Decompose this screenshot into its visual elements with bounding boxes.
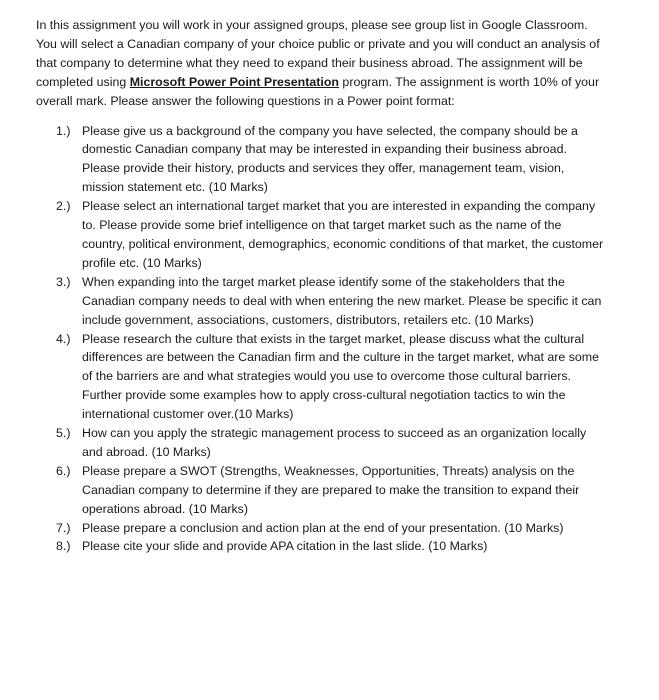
intro-paragraph [36, 16, 604, 111]
question-item [56, 519, 604, 538]
question-text: Please prepare a SWOT (Strengths, Weaknesses, Opportunities, Threats) analysis on the Canadian company to determine if they are prepared to make the transition to expand their operations abroad. (10 Marks) [82, 463, 580, 516]
question-item [56, 197, 604, 273]
question-text: Please give us a background of the company you have selected, the company should be a domestic Canadian company that may be interested in expanding their business abroad. Please provide their history, products and services they offer, management team, vision, mission statement etc. (10 Marks) [82, 123, 578, 195]
question-item [56, 537, 604, 556]
question-item [56, 273, 604, 330]
question-number: 4.) [56, 331, 71, 346]
question-text: Please prepare a conclusion and action plan at the end of your presentation. (10 Marks) [82, 520, 564, 535]
question-number: 8.) [56, 539, 71, 554]
intro-text-after: program. The assignment is worth 10% of your overall mark. Please answer the following questions in a Power point format: [36, 74, 600, 108]
question-text: When expanding into the target market please identify some of the stakeholders that the Canadian company needs to deal with when entering the new market. Please be specific it can include government, associations, customers, distributors, retailers etc. (10 Marks) [82, 274, 602, 327]
question-number: 1.) [56, 123, 71, 138]
question-number: 6.) [56, 463, 71, 478]
intro-text-before: In this assignment you will work in your assigned groups, please see group list in Google Classroom. You will select a Canadian company of your choice public or private and you will conduct an analysis of that company to determine what they need to expand their business abroad. The assignment will be completed using [36, 18, 600, 89]
question-list [36, 122, 604, 557]
question-number: 2.) [56, 199, 71, 214]
assignment-document [36, 16, 604, 556]
question-number: 5.) [56, 426, 71, 441]
microsoft-power-point-emphasis: Microsoft Power Point Presentation [129, 74, 339, 89]
question-item [56, 122, 604, 198]
question-number: 7.) [56, 520, 71, 535]
question-text: How can you apply the strategic management process to succeed as an organization locally and abroad. (10 Marks) [82, 426, 587, 459]
question-number: 3.) [56, 274, 71, 289]
question-text: Please cite your slide and provide APA citation in the last slide. (10 Marks) [82, 539, 488, 554]
question-text: Please select an international target market that you are interested in expanding the company to. Please provide some brief intelligence on that target market such as the name of the country, political environment, demographics, economic conditions of that market, the customer profile etc. (10 Marks) [82, 199, 604, 270]
question-item [56, 462, 604, 519]
question-text: Please research the culture that exists in the target market, please discuss what the cultural differences are between the Canadian firm and the culture in the target market, what are some of the barriers are and what strategies would you use to overcome those cultural barriers. Further provide some examples how to apply cross-cultural negotiation tactics to win the international customer over.(10 Marks) [82, 331, 600, 422]
question-item [56, 330, 604, 425]
question-item [56, 424, 604, 462]
